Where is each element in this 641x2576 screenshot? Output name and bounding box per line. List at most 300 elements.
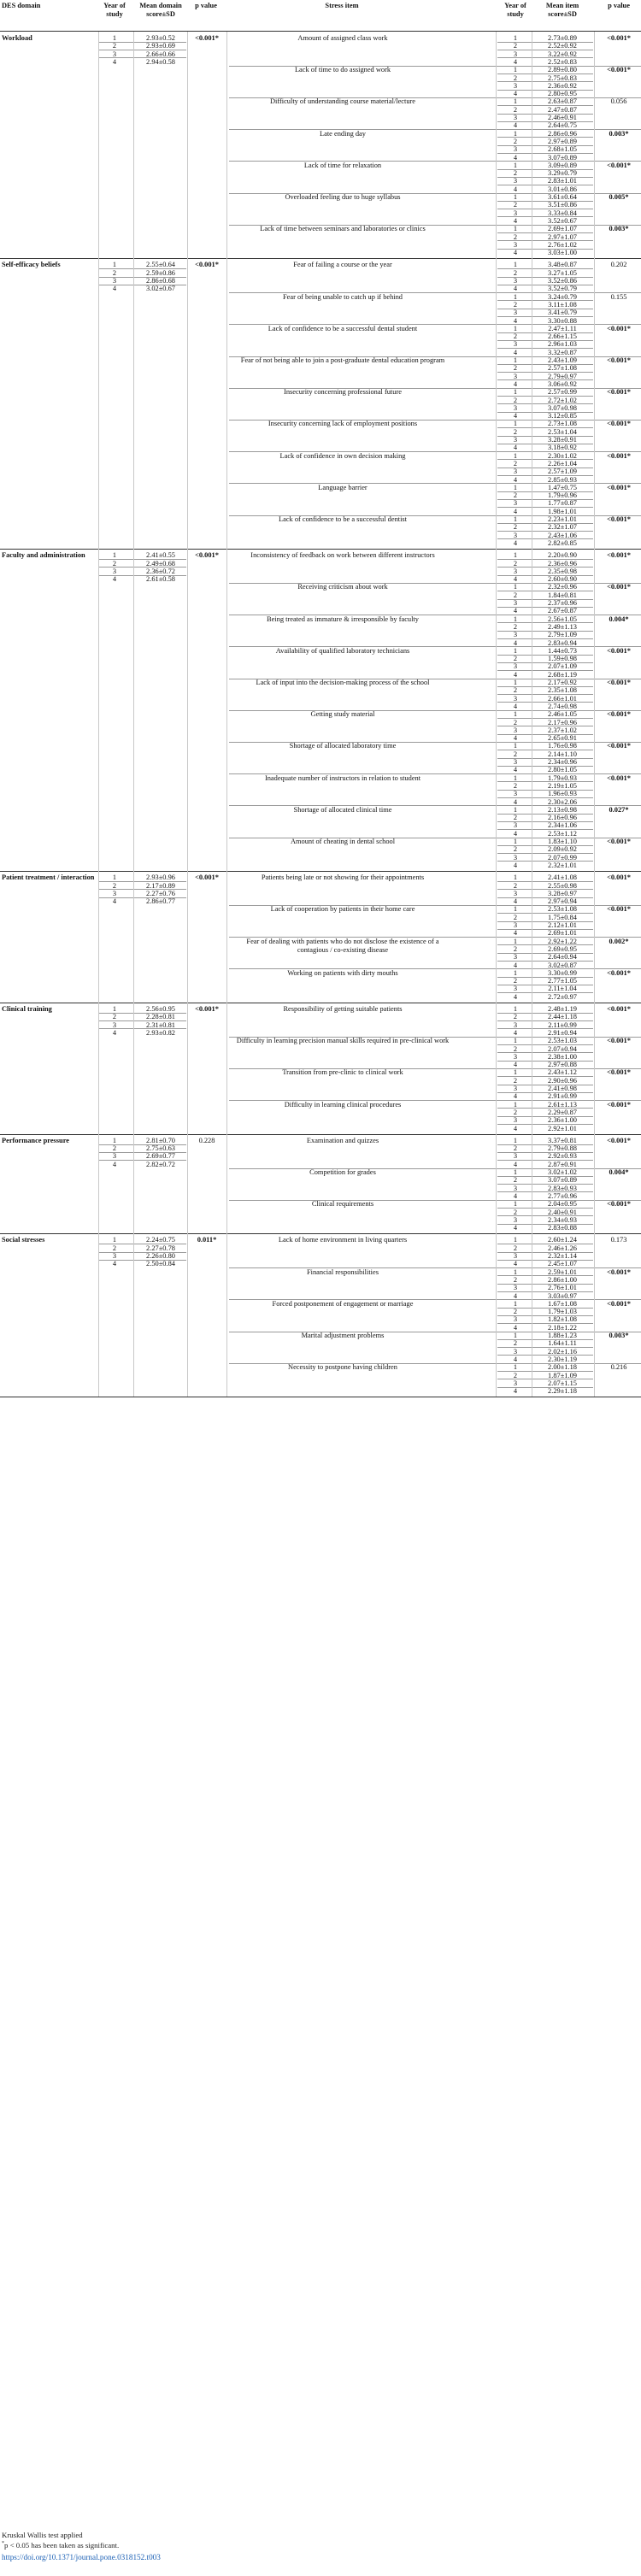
item-year: 4 [513,1260,518,1268]
item-year: 2 [513,845,518,854]
header-domain-p-value: p value [195,2,217,9]
item-year: 3 [513,1284,518,1292]
item-year: 1 [513,710,518,719]
item-year: 4 [513,1061,518,1069]
stress-item-label: Fear of failing a course or the year [293,261,392,269]
item-mean-score: 2.57±1.09 [548,468,577,476]
domain-mean-score: 2.93±0.82 [146,1028,175,1037]
item-year: 3 [513,177,518,185]
column-divider [226,871,227,1003]
item-year: 4 [513,929,518,938]
item-year: 2 [513,1044,518,1053]
item-mean-score: 2.46±1.05 [548,710,577,719]
item-mean-score: 3.41±0.79 [548,309,577,317]
header-mean-domain-score: Mean domain score±SD [139,2,182,18]
item-mean-score: 2.53±1.03 [548,1037,577,1045]
column-divider [187,1003,188,1134]
item-mean-score: 2.41±1.08 [548,873,577,882]
item-mean-score: 3.52±0.79 [548,285,577,293]
domain-mean-score: 3.02±0.67 [146,285,175,293]
item-year: 3 [513,145,518,154]
item-mean-score: 3.29±0.79 [548,169,577,178]
domain-year: 4 [112,897,117,906]
item-year: 4 [513,607,518,615]
item-p-value: 0.003* [609,1332,629,1339]
item-mean-score: 2.80±1.05 [548,766,577,774]
item-year: 3 [513,240,518,249]
item-mean-score: 3.01±0.86 [548,185,577,193]
item-mean-score: 2.34±0.96 [548,758,577,766]
item-year: 4 [513,992,518,1001]
item-mean-score: 2.92±1.01 [548,1124,577,1132]
item-year: 3 [513,662,518,671]
item-year: 1 [513,34,518,42]
item-year: 4 [513,379,518,388]
item-year: 4 [513,897,518,906]
item-p-value: <0.001* [607,515,631,523]
item-year: 4 [513,961,518,969]
item-mean-score: 3.52±0.86 [548,277,577,285]
header-mean-item-score: Mean item score±SD [545,2,579,18]
stress-item-label: Shortage of allocated clinical time [293,805,392,814]
item-mean-score: 2.35±0.98 [548,567,577,575]
domain-year: 3 [112,50,117,58]
item-year: 4 [513,285,518,293]
item-mean-score: 2.77±1.05 [548,977,577,985]
item-mean-score: 3.06±0.92 [548,379,577,388]
item-mean-score: 2.64±0.94 [548,953,577,962]
item-year: 1 [513,225,518,233]
stress-item-label: Inconsistency of feedback on work between different instructors [250,551,435,560]
item-year: 3 [513,499,518,508]
item-year: 4 [513,412,518,421]
item-mean-score: 2.90±0.96 [548,1076,577,1085]
item-mean-score: 2.97±1.07 [548,232,577,241]
item-year: 4 [513,444,518,452]
item-year: 1 [513,615,518,623]
row-divider [99,1144,186,1145]
item-year: 2 [513,1176,518,1185]
domain-year: 3 [112,1020,117,1029]
domain-mean-score: 2.50±0.84 [146,1260,175,1268]
significance-mark: * [2,2541,4,2547]
item-year: 3 [513,114,518,121]
item-year: 1 [513,1136,518,1144]
item-mean-score: 1.88±1.23 [548,1332,577,1339]
domain-mean-score: 2.41±0.55 [146,551,175,560]
domain-year: 4 [112,1260,117,1268]
item-mean-score: 2.26±1.04 [548,459,577,468]
item-year: 2 [513,42,518,50]
item-year: 1 [513,129,518,138]
item-year: 4 [513,185,518,193]
domain-name: Workload [2,34,32,42]
item-mean-score: 2.29±1.18 [548,1387,577,1396]
item-mean-score: 2.53±1.12 [548,829,577,838]
stress-item-label: Lack of time between seminars and laboratories or clinics [260,225,426,233]
item-p-value: 0.003* [609,225,629,233]
item-year: 2 [513,1108,518,1116]
item-year: 3 [513,468,518,476]
column-divider [594,871,595,1003]
item-year: 2 [513,105,518,114]
item-year: 1 [513,324,518,332]
item-mean-score: 2.69±1.01 [548,929,577,938]
domain-year: 1 [112,873,117,882]
domain-mean-score: 2.31±0.81 [146,1020,175,1029]
domain-year: 2 [112,881,117,890]
item-year: 2 [513,686,518,695]
stress-item-label: Lack of confidence in own decision making [279,451,406,460]
stress-item-label: Lack of confidence to be a successful dental student [268,324,418,332]
item-p-value: <0.001* [607,679,631,686]
item-year: 1 [513,1100,518,1109]
stress-item-label: Forced postponement of engagement or marriage [272,1299,414,1308]
item-mean-score: 2.29±0.87 [548,1108,577,1116]
domain-year: 2 [112,42,117,50]
column-divider [226,1233,227,1397]
item-mean-score: 3.30±0.88 [548,316,577,325]
item-mean-score: 2.57±1.08 [548,364,577,373]
item-p-value: 0.004* [609,1168,629,1176]
item-year: 4 [513,90,518,98]
item-mean-score: 1.98±1.01 [548,507,577,515]
domain-year: 3 [112,1152,117,1161]
item-mean-score: 2.07±0.99 [548,853,577,862]
item-year: 2 [513,1208,518,1216]
item-year: 2 [513,1013,518,1021]
domain-year: 4 [112,1028,117,1037]
domain-p-value: 0.228 [198,1136,215,1144]
item-p-value: 0.056 [610,97,627,106]
item-year: 1 [513,1332,518,1339]
item-year: 4 [513,1124,518,1132]
domain-year: 3 [112,277,117,285]
header-year-of-study: Year of study [103,2,126,18]
stress-item-label: Insecurity concerning professional future [284,388,402,397]
item-mean-score: 2.66±1.15 [548,332,577,341]
item-year: 3 [513,1184,518,1192]
column-divider [226,549,227,871]
item-mean-score: 2.61±1.13 [548,1100,577,1109]
item-year: 3 [513,1379,518,1387]
item-p-value: <0.001* [607,324,631,332]
column-divider [133,32,134,258]
item-mean-score: 1.47±0.75 [548,483,577,491]
item-year: 3 [513,309,518,317]
item-mean-score: 2.69±0.95 [548,944,577,953]
item-year: 3 [513,758,518,766]
stress-item-label: Lack of time to do assigned work [294,66,391,74]
stress-item-label: Getting study material [310,710,375,719]
item-mean-score: 2.80±0.95 [548,90,577,98]
header-des-domain: DES domain [2,2,41,9]
item-mean-score: 3.61±0.64 [548,193,577,201]
item-year: 1 [513,97,518,106]
row-divider [0,549,641,550]
item-mean-score: 2.72±0.97 [548,992,577,1001]
item-mean-score: 2.97±0.88 [548,1061,577,1069]
domain-year: 2 [112,268,117,277]
item-p-value: <0.001* [607,968,631,977]
header-item-p-value: p value [608,2,630,9]
item-mean-score: 2.11±0.99 [548,1020,577,1029]
domain-mean-score: 2.66±0.66 [146,50,175,58]
item-mean-score: 2.83±1.01 [548,177,577,185]
column-divider [187,1233,188,1397]
domain-mean-score: 2.17±0.89 [146,881,175,890]
item-mean-score: 2.57±0.99 [548,388,577,397]
item-mean-score: 2.34±1.06 [548,821,577,830]
item-p-value: <0.001* [607,551,631,560]
item-mean-score: 3.09±0.89 [548,161,577,169]
item-year: 4 [513,507,518,515]
item-mean-score: 2.17±0.92 [548,679,577,686]
stress-item-label: Patients being late or not showing for their appointments [261,873,425,882]
domain-mean-score: 2.36±0.72 [146,567,175,575]
stress-item-label: Difficulty in learning precision manual skills required in pre-clinical work [236,1037,450,1045]
stress-item-label: Language barrier [318,483,368,491]
column-divider [496,549,497,871]
item-mean-score: 2.73±0.89 [548,34,577,42]
column-divider [594,32,595,258]
item-mean-score: 2.68±1.19 [548,670,577,679]
item-p-value: <0.001* [607,1299,631,1308]
item-p-value: 0.027* [609,805,629,814]
column-divider [187,1134,188,1234]
item-mean-score: 3.07±0.89 [548,1176,577,1185]
row-divider [99,57,186,58]
item-year: 3 [513,1347,518,1356]
item-year: 2 [513,881,518,890]
domain-mean-score: 2.86±0.68 [146,277,175,285]
domain-name: Clinical training [2,1005,52,1013]
item-mean-score: 1.64±1.11 [548,1339,577,1348]
item-year: 4 [513,1323,518,1332]
header-item-year-of-study: Year of study [504,2,526,18]
item-mean-score: 3.02±0.87 [548,961,577,969]
item-year: 2 [513,169,518,178]
column-divider [187,871,188,1003]
stress-item-label: Competition for grades [309,1168,376,1176]
item-mean-score: 2.43±1.12 [548,1068,577,1077]
domain-mean-score: 2.61±0.58 [146,575,175,584]
item-mean-score: 2.82±0.85 [548,538,577,547]
item-year: 4 [513,216,518,225]
item-p-value: <0.001* [607,1005,631,1013]
column-divider [496,1233,497,1397]
domain-mean-score: 2.59±0.86 [146,268,175,277]
item-mean-score: 2.07±1.09 [548,662,577,671]
item-mean-score: 2.12±1.01 [548,921,577,929]
item-year: 3 [513,403,518,412]
item-year: 3 [513,921,518,929]
item-mean-score: 2.96±1.03 [548,340,577,349]
item-year: 4 [513,57,518,66]
item-year: 4 [513,1355,518,1363]
item-p-value: <0.001* [607,838,631,845]
item-mean-score: 1.67±1.08 [548,1299,577,1308]
item-p-value: <0.001* [607,66,631,74]
item-year: 3 [513,340,518,349]
item-year: 4 [513,1092,518,1101]
item-p-value: 0.202 [610,261,627,269]
domain-year: 3 [112,567,117,575]
item-p-value: <0.001* [607,905,631,914]
item-mean-score: 2.69±1.07 [548,225,577,233]
item-mean-score: 2.68±1.05 [548,145,577,154]
item-year: 4 [513,538,518,547]
item-p-value: <0.001* [607,583,631,591]
item-mean-score: 2.55±0.98 [548,881,577,890]
item-year: 2 [513,523,518,532]
item-p-value: 0.002* [609,937,629,945]
item-mean-score: 2.49±1.13 [548,622,577,631]
item-p-value: <0.001* [607,1136,631,1144]
row-divider [99,889,186,890]
stress-item-label: Responsibility of getting suitable patients [283,1005,403,1013]
item-p-value: <0.001* [607,1068,631,1077]
domain-p-value: <0.001* [195,551,219,560]
domain-year: 3 [112,1252,117,1260]
item-p-value: 0.216 [610,1363,627,1372]
item-year: 2 [513,427,518,436]
stress-item-label: Difficulty of understanding course material/lecture [269,97,416,106]
item-year: 4 [513,670,518,679]
item-year: 1 [513,356,518,364]
row-divider [99,1152,186,1153]
row-divider [0,258,641,259]
item-year: 2 [513,750,518,758]
item-year: 1 [513,873,518,882]
item-p-value: <0.001* [607,388,631,397]
item-mean-score: 2.38±1.00 [548,1052,577,1061]
item-p-value: <0.001* [607,646,631,655]
item-mean-score: 2.53±1.04 [548,427,577,436]
row-divider [0,31,641,32]
item-mean-score: 2.83±0.93 [548,1184,577,1192]
test-note: Kruskal Wallis test applied [2,2531,83,2539]
item-mean-score: 2.60±1.24 [548,1236,577,1244]
item-mean-score: 2.77±0.96 [548,1191,577,1200]
item-p-value: <0.001* [607,356,631,364]
item-year: 2 [513,1144,518,1153]
item-year: 1 [513,292,518,301]
item-mean-score: 2.32±1.07 [548,523,577,532]
row-divider [99,881,186,882]
domain-mean-score: 2.27±0.78 [146,1244,175,1252]
domain-mean-score: 2.75±0.63 [146,1144,175,1153]
item-year: 2 [513,655,518,663]
item-mean-score: 2.97±0.89 [548,137,577,145]
item-mean-score: 2.67±0.87 [548,607,577,615]
item-year: 3 [513,277,518,285]
item-p-value: <0.001* [607,1037,631,1045]
column-divider [496,871,497,1003]
item-mean-score: 2.64±0.75 [548,121,577,130]
item-year: 1 [513,1363,518,1372]
item-year: 4 [513,1191,518,1200]
column-divider [594,258,595,549]
stress-item-label: Examination and quizzes [306,1136,379,1144]
doi-link[interactable]: https://doi.org/10.1371/journal.pone.0318152.t003 [2,2553,161,2561]
item-mean-score: 2.04±0.95 [548,1200,577,1209]
stress-item-label: Lack of input into the decision-making process of the school [256,679,430,686]
item-mean-score: 2.17±0.96 [548,718,577,726]
column-divider [594,1003,595,1134]
item-year: 2 [513,814,518,822]
item-mean-score: 2.43±1.09 [548,356,577,364]
item-year: 4 [513,153,518,162]
item-year: 2 [513,781,518,790]
item-year: 4 [513,766,518,774]
item-p-value: 0.005* [609,193,629,201]
item-mean-score: 1.77±0.87 [548,499,577,508]
row-divider [0,1134,641,1135]
item-year: 1 [513,261,518,269]
row-divider [99,1260,186,1261]
domain-p-value: <0.001* [195,873,219,882]
item-year: 4 [513,1160,518,1168]
domain-year: 4 [112,1160,117,1168]
row-divider [99,559,186,560]
stress-item-label: Lack of home environment in living quarters [278,1236,408,1244]
row-divider [99,1252,186,1253]
domain-mean-score: 2.86±0.77 [146,897,175,906]
item-year: 2 [513,137,518,145]
item-mean-score: 2.37±1.02 [548,726,577,734]
row-divider [0,1233,641,1234]
item-year: 1 [513,1236,518,1244]
column-divider [133,1134,134,1234]
row-divider [99,277,186,278]
stress-item-label: Lack of time for relaxation [303,161,382,169]
item-mean-score: 2.07±1.15 [548,1379,577,1387]
item-year: 1 [513,66,518,74]
item-year: 3 [513,436,518,444]
item-year: 3 [513,821,518,830]
item-mean-score: 2.37±0.96 [548,599,577,607]
item-year: 3 [513,790,518,798]
item-year: 1 [513,805,518,814]
item-year: 4 [513,1387,518,1396]
stress-item-label: Lack of cooperation by patients in their home care [270,905,415,914]
item-year: 3 [513,985,518,993]
item-year: 3 [513,1152,518,1161]
item-mean-score: 2.20±0.90 [548,551,577,560]
domain-year: 2 [112,559,117,568]
item-p-value: <0.001* [607,1267,631,1276]
column-divider [496,32,497,258]
item-mean-score: 2.86±0.96 [548,129,577,138]
item-year: 1 [513,1200,518,1209]
stress-item-label: Amount of cheating in dental school [290,838,396,845]
item-mean-score: 2.74±0.98 [548,702,577,710]
domain-year: 1 [112,34,117,42]
row-divider [0,871,641,872]
item-mean-score: 2.76±1.01 [548,1284,577,1292]
column-divider [98,32,99,258]
item-mean-score: 2.16±0.96 [548,814,577,822]
column-divider [496,1134,497,1234]
item-mean-score: 2.30±1.02 [548,451,577,460]
domain-year: 1 [112,1136,117,1144]
domain-mean-score: 2.49±0.68 [146,559,175,568]
stress-item-label: Receiving criticism about work [297,583,388,591]
item-mean-score: 2.40±0.91 [548,1208,577,1216]
item-mean-score: 1.75±0.84 [548,913,577,921]
item-mean-score: 2.43±1.06 [548,531,577,539]
